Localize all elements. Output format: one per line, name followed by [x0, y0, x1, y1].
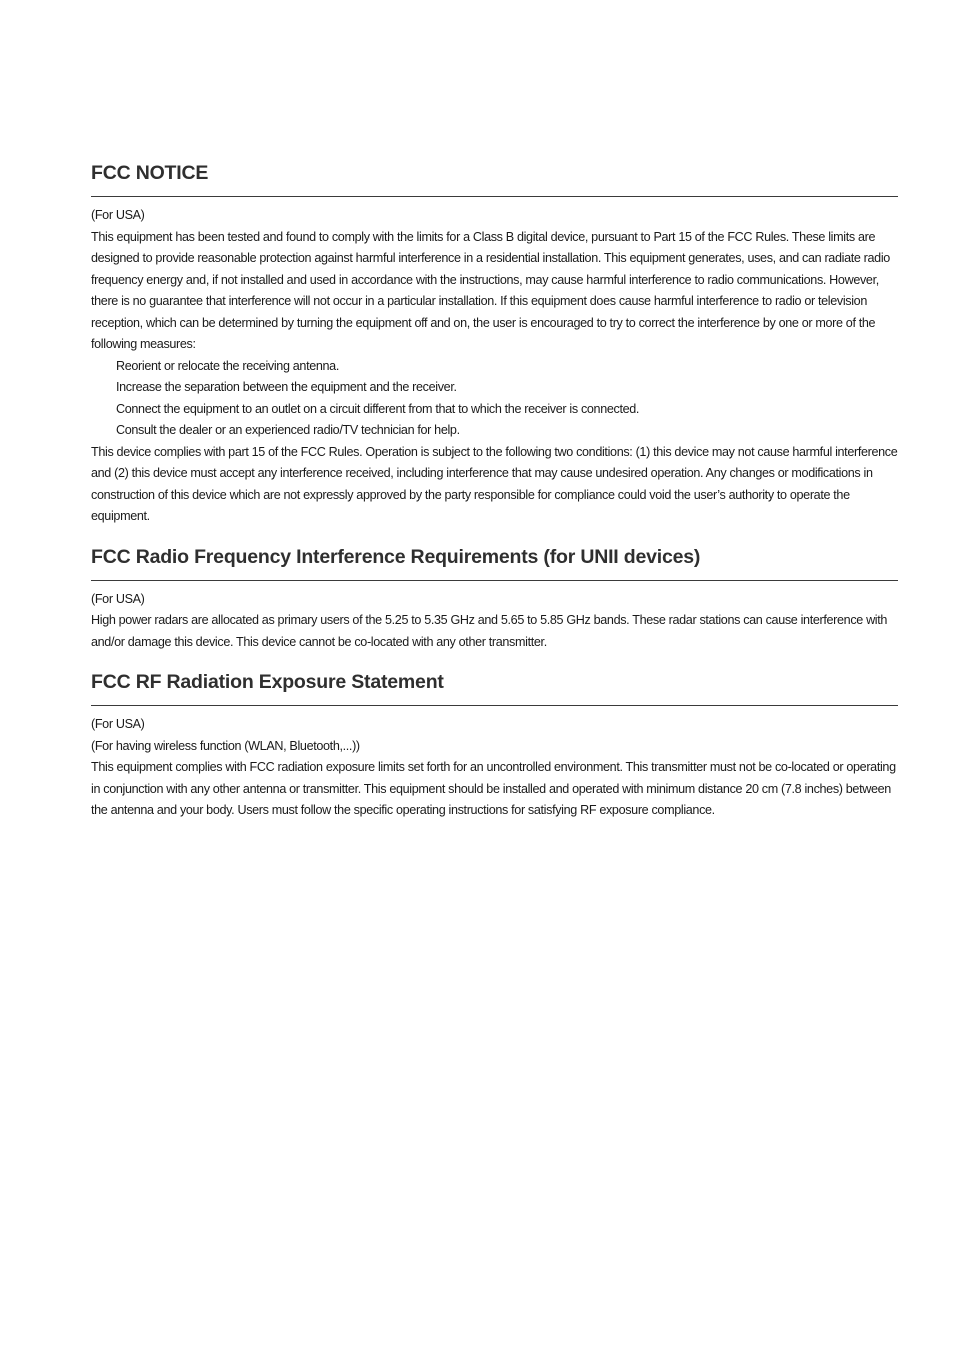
rf-exposure-heading: FCC RF Radiation Exposure Statement	[91, 671, 444, 693]
region-label: (For USA)	[91, 208, 145, 222]
wireless-condition-label: (For having wireless function (WLAN, Bluetooth,...))	[91, 738, 360, 753]
measure-item: Consult the dealer or an experienced radio/TV technician for help.	[116, 423, 460, 437]
fcc-notice-closing: This device complies with part 15 of the FCC Rules. Operation is subject to the following two conditions: (1) this device may not cause harmful interference and (2) this device must accept any interference received, including interference that may cause undesired operation. Any changes or modifications in construction of this device which are not expressly approved by the party responsible for compliance could void the user’s authority to operate the equipment.	[91, 444, 898, 523]
measure-item: Increase the separation between the equipment and the receiver.	[116, 380, 457, 394]
rf-exposure-section	[91, 669, 898, 822]
measure-item: Connect the equipment to an outlet on a circuit different from that to which the receiver is connected.	[116, 401, 640, 416]
section-divider	[91, 196, 898, 197]
unii-requirements-section	[91, 544, 898, 654]
fcc-notice-intro: This equipment has been tested and found to comply with the limits for a Class B digital device, pursuant to Part 15 of the FCC Rules. These limits are designed to provide reasonable protection against harmful interference in a residential installation. This equipment generates, uses, and can radiate radio frequency energy and, if not installed and used in accordance with the instructions, may cause harmful interference to radio communications. However, there is no guarantee that interference will not occur in a particular installation. If this equipment does cause harmful interference to radio or television reception, which can be determined by turning the equipment off and on, the user is encouraged to try to correct the interference by one or more of the following measures:	[91, 229, 890, 351]
measure-item: Reorient or relocate the receiving antenna.	[116, 358, 339, 373]
document-page	[91, 160, 898, 822]
fcc-notice-section	[91, 160, 898, 528]
unii-requirements-heading: FCC Radio Frequency Interference Requirements (for UNII devices)	[91, 545, 701, 568]
fcc-notice-heading: FCC NOTICE	[91, 162, 209, 184]
interference-measures-list	[91, 356, 898, 442]
rf-exposure-body: This equipment complies with FCC radiation exposure limits set forth for an uncontrolled environment. This transmitter must not be co-located or operating in conjunction with any other antenna or transmitter. This equipment should be installed and operated with minimum distance 20 cm (7.8 inches) between the antenna and your body. Users must follow the specific operating instructions for satisfying RF exposure compliance.	[91, 760, 896, 817]
section-divider	[91, 705, 898, 706]
region-label: (For USA)	[91, 717, 145, 731]
unii-requirements-body: High power radars are allocated as primary users of the 5.25 to 5.35 GHz and 5.65 to 5.85 GHz bands. These radar stations can cause interference with and/or damage this device. This device cannot be co-located with any other transmitter.	[91, 613, 888, 649]
section-divider	[91, 580, 898, 581]
region-label: (For USA)	[91, 591, 145, 606]
